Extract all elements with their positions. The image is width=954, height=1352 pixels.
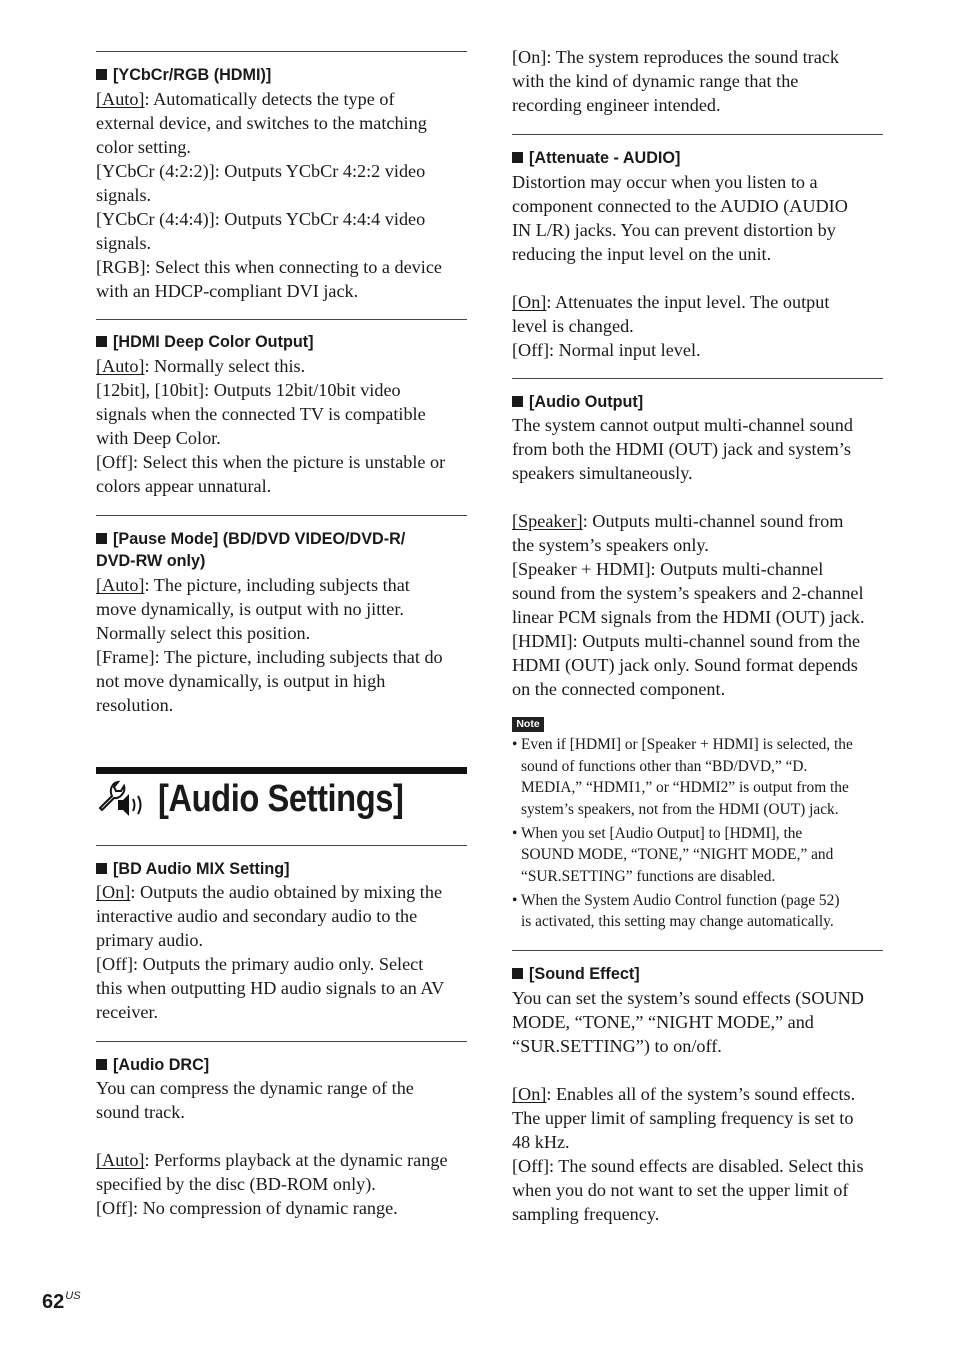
- paragraph-line: [512, 314, 884, 338]
- paragraph-line: [96, 1196, 468, 1220]
- default-option-label: [Auto]: [96, 1150, 145, 1170]
- square-bullet-icon: [96, 69, 107, 80]
- section-divider: [96, 1041, 467, 1042]
- default-option-label: [On]: [96, 882, 131, 902]
- paragraph-line: [512, 1106, 884, 1130]
- line-text: signals.: [96, 185, 152, 205]
- line-text: level is changed.: [512, 316, 634, 336]
- paragraph-line: [96, 669, 468, 693]
- paragraph-line: [96, 1100, 468, 1124]
- default-option-label: [Speaker]: [512, 511, 583, 531]
- line-text: [12bit], [10bit]: Outputs 12bit/10bit video: [96, 380, 401, 400]
- note-text: When the System Audio Control function (page 52): [521, 891, 840, 909]
- line-text: sound track.: [96, 1102, 185, 1122]
- paragraph-line: [512, 509, 884, 533]
- paragraph-line: [96, 87, 468, 111]
- paragraph-line: [512, 437, 884, 461]
- paragraph-line: [96, 402, 468, 426]
- default-option-label: [Auto]: [96, 356, 145, 376]
- paragraph-line: [512, 1010, 884, 1034]
- section-heading-deep-color: [HDMI Deep Color Output]: [96, 331, 468, 353]
- line-text: : Automatically detects the type of: [144, 89, 395, 109]
- line-text: : Performs playback at the dynamic range: [144, 1150, 448, 1170]
- paragraph-line: [96, 880, 468, 904]
- line-text: [Speaker + HDMI]: Outputs multi-channel: [512, 559, 824, 579]
- paragraph-line: [96, 621, 468, 645]
- line-text: [Off]: The sound effects are disabled. Select this: [512, 1156, 864, 1176]
- line-text: HDMI (OUT) jack only. Sound format depends: [512, 655, 858, 675]
- section-divider: [96, 845, 467, 846]
- page-number: $62^{US}$: [42, 1290, 81, 1313]
- line-text: IN L/R) jacks. You can prevent distortion by: [512, 220, 836, 240]
- line-text: color setting.: [96, 137, 191, 157]
- paragraph-line: [96, 474, 468, 498]
- square-bullet-icon: [96, 336, 107, 347]
- line-text: resolution.: [96, 695, 174, 715]
- line-text: [Off]: Select this when the picture is unstable or: [96, 452, 446, 472]
- line-text: : Outputs the audio obtained by mixing the: [130, 882, 443, 902]
- paragraph-line: [512, 461, 884, 485]
- note-text: MEDIA,” “HDMI1,” or “HDMI2” is output from the: [521, 779, 849, 797]
- paragraph-line: [96, 135, 468, 159]
- paragraph-line: [512, 45, 884, 69]
- paragraph-line: [96, 450, 468, 474]
- line-text: external device, and switches to the matching: [96, 113, 427, 133]
- line-text: with Deep Color.: [96, 428, 221, 448]
- note-text: SOUND MODE, “TONE,” “NIGHT MODE,” and: [521, 846, 834, 864]
- line-text: Normally select this position.: [96, 623, 311, 643]
- section-divider: [96, 319, 467, 320]
- note-badge: Note: [512, 717, 544, 732]
- paragraph-line: [512, 677, 884, 701]
- line-text: “SUR.SETTING”) to on/off.: [512, 1036, 722, 1056]
- section-heading-pause-mode: [Pause Mode] (BD/DVD VIDEO/DVD-R/: [96, 528, 468, 550]
- note-text: Even if [HDMI] or [Speaker + HDMI] is selected, the: [521, 736, 853, 753]
- paragraph-line: [512, 629, 884, 653]
- line-text: specified by the disc (BD-ROM only).: [96, 1174, 376, 1194]
- line-text: : Normally select this.: [144, 356, 306, 376]
- paragraph-line: [96, 1076, 468, 1100]
- line-text: [Off]: Normal input level.: [512, 340, 701, 360]
- line-text: not move dynamically, is output in high: [96, 671, 386, 691]
- paragraph-line: [512, 413, 884, 437]
- chapter-title: [Audio Settings]: [158, 778, 404, 820]
- section-divider: [96, 515, 467, 516]
- section-divider: [512, 950, 883, 951]
- section-divider: [512, 378, 883, 379]
- section-heading-attenuate: [Attenuate - AUDIO]: [512, 147, 884, 169]
- line-text: signals.: [96, 233, 152, 253]
- paragraph-line: [512, 1082, 884, 1106]
- paragraph-line: [96, 693, 468, 717]
- square-bullet-icon: [96, 863, 107, 874]
- square-bullet-icon: [96, 1059, 107, 1070]
- paragraph-line: [96, 159, 468, 183]
- paragraph-line: [512, 581, 884, 605]
- note-text: “SUR.SETTING” functions are disabled.: [521, 868, 776, 885]
- paragraph-line: [96, 1172, 468, 1196]
- paragraph-line: [96, 231, 468, 255]
- paragraph-line: [512, 1130, 884, 1154]
- line-text: You can compress the dynamic range of the: [96, 1078, 414, 1098]
- line-text: sampling frequency.: [512, 1204, 660, 1224]
- line-text: : Enables all of the system’s sound effects.: [546, 1084, 856, 1104]
- paragraph-line: [512, 1202, 884, 1226]
- line-text: Distortion may occur when you listen to a: [512, 172, 818, 192]
- paragraph-line: [96, 573, 468, 597]
- line-text: the system’s speakers only.: [512, 535, 709, 555]
- paragraph-line: [96, 976, 468, 1000]
- section-heading-audio-output: [Audio Output]: [512, 391, 884, 413]
- paragraph-line: [512, 1154, 884, 1178]
- paragraph-line: [512, 93, 884, 117]
- line-text: reducing the input level on the unit.: [512, 244, 772, 264]
- paragraph-line: [512, 69, 884, 93]
- section-heading-ycbcr: [YCbCr/RGB (HDMI)]: [96, 64, 468, 86]
- paragraph-line: [96, 1148, 468, 1172]
- paragraph-line: [512, 1178, 884, 1202]
- note-text: sound of functions other than “BD/DVD,” “D.: [521, 757, 808, 775]
- paragraph-line: [512, 653, 884, 677]
- chapter-heading: [96, 776, 468, 826]
- line-text: You can set the system’s sound effects (SOUND: [512, 988, 864, 1008]
- square-bullet-icon: [512, 968, 523, 979]
- line-text: sound from the system’s speakers and 2-channel: [512, 583, 864, 603]
- line-text: linear PCM signals from the HDMI (OUT) jack.: [512, 607, 865, 627]
- line-text: 48 kHz.: [512, 1132, 570, 1152]
- line-text: recording engineer intended.: [512, 95, 721, 115]
- line-text: component connected to the AUDIO (AUDIO: [512, 196, 848, 216]
- paragraph-line: [96, 255, 468, 279]
- section-heading-sound-effect: [Sound Effect]: [512, 963, 884, 985]
- note-text: is activated, this setting may change automatically.: [521, 913, 834, 931]
- paragraph-line: [512, 290, 884, 314]
- section-heading-pause-mode-line2: DVD-RW only): [96, 552, 206, 570]
- line-text: : Outputs multi-channel sound from: [582, 511, 844, 531]
- line-text: with an HDCP-compliant DVI jack.: [96, 281, 359, 301]
- paragraph-line: [96, 426, 468, 450]
- line-text: primary audio.: [96, 930, 204, 950]
- square-bullet-icon: [512, 152, 523, 163]
- note-text: When you set [Audio Output] to [HDMI], the: [521, 824, 803, 842]
- line-text: when you do not want to set the upper limit of: [512, 1180, 849, 1200]
- bullet-icon: •: [512, 891, 518, 909]
- paragraph-line: [512, 557, 884, 581]
- paragraph-line: [96, 928, 468, 952]
- note-text: system’s speakers, not from the HDMI (OUT) jack.: [521, 801, 839, 819]
- line-text: [HDMI]: Outputs multi-channel sound from the: [512, 631, 861, 651]
- paragraph-line: [512, 1034, 884, 1058]
- line-text: move dynamically, is output with no jitter.: [96, 599, 404, 619]
- line-text: [YCbCr (4:4:4)]: Outputs YCbCr 4:4:4 video: [96, 209, 426, 229]
- default-option-label: [Auto]: [96, 575, 145, 595]
- line-text: signals when the connected TV is compatible: [96, 404, 426, 424]
- line-text: [Frame]: The picture, including subjects that do: [96, 647, 443, 667]
- line-text: receiver.: [96, 1002, 159, 1022]
- line-text: [On]: The system reproduces the sound track: [512, 47, 839, 67]
- line-text: : The picture, including subjects that: [144, 575, 410, 595]
- paragraph-line: [512, 986, 884, 1010]
- line-text: speakers simultaneously.: [512, 463, 693, 483]
- square-bullet-icon: [512, 396, 523, 407]
- line-text: this when outputting HD audio signals to an AV: [96, 978, 445, 998]
- chapter-rule: [96, 767, 467, 774]
- line-text: [RGB]: Select this when connecting to a device: [96, 257, 442, 277]
- line-text: [Off]: No compression of dynamic range.: [96, 1198, 398, 1218]
- wrench-speaker-icon: [96, 778, 150, 820]
- line-text: with the kind of dynamic range that the: [512, 71, 799, 91]
- paragraph-line: [96, 597, 468, 621]
- paragraph-line: [96, 378, 468, 402]
- line-text: interactive audio and secondary audio to the: [96, 906, 418, 926]
- paragraph-line: [96, 952, 468, 976]
- line-text: from both the HDMI (OUT) jack and system’s: [512, 439, 851, 459]
- line-text: The upper limit of sampling frequency is set to: [512, 1108, 854, 1128]
- line-text: [Off]: Outputs the primary audio only. Select: [96, 954, 424, 974]
- paragraph-line: [512, 533, 884, 557]
- bullet-icon: •: [512, 736, 518, 753]
- paragraph-line: [96, 111, 468, 135]
- paragraph-line: [96, 279, 468, 303]
- section-divider: [512, 134, 883, 135]
- line-text: on the connected component.: [512, 679, 726, 699]
- paragraph-line: [512, 605, 884, 629]
- square-bullet-icon: [96, 533, 107, 544]
- line-text: [YCbCr (4:2:2)]: Outputs YCbCr 4:2:2 video: [96, 161, 426, 181]
- paragraph-line: [96, 645, 468, 669]
- paragraph-line: [512, 194, 884, 218]
- line-text: MODE, “TONE,” “NIGHT MODE,” and: [512, 1012, 814, 1032]
- default-option-label: [On]: [512, 1084, 547, 1104]
- paragraph-line: [512, 242, 884, 266]
- paragraph-line: [96, 183, 468, 207]
- paragraph-line: [96, 354, 468, 378]
- paragraph-line: [512, 338, 884, 362]
- line-text: colors appear unnatural.: [96, 476, 272, 496]
- line-text: : Attenuates the input level. The output: [546, 292, 830, 312]
- paragraph-line: [96, 207, 468, 231]
- default-option-label: [Auto]: [96, 89, 145, 109]
- section-heading-bd-mix: [BD Audio MIX Setting]: [96, 858, 468, 880]
- paragraph-line: [96, 904, 468, 928]
- bullet-icon: •: [512, 824, 518, 842]
- section-divider: [96, 51, 467, 52]
- paragraph-line: [96, 1000, 468, 1024]
- paragraph-line: [512, 170, 884, 194]
- default-option-label: [On]: [512, 292, 547, 312]
- line-text: The system cannot output multi-channel sound: [512, 415, 853, 435]
- paragraph-line: [512, 218, 884, 242]
- section-heading-audio-drc: [Audio DRC]: [96, 1054, 468, 1076]
